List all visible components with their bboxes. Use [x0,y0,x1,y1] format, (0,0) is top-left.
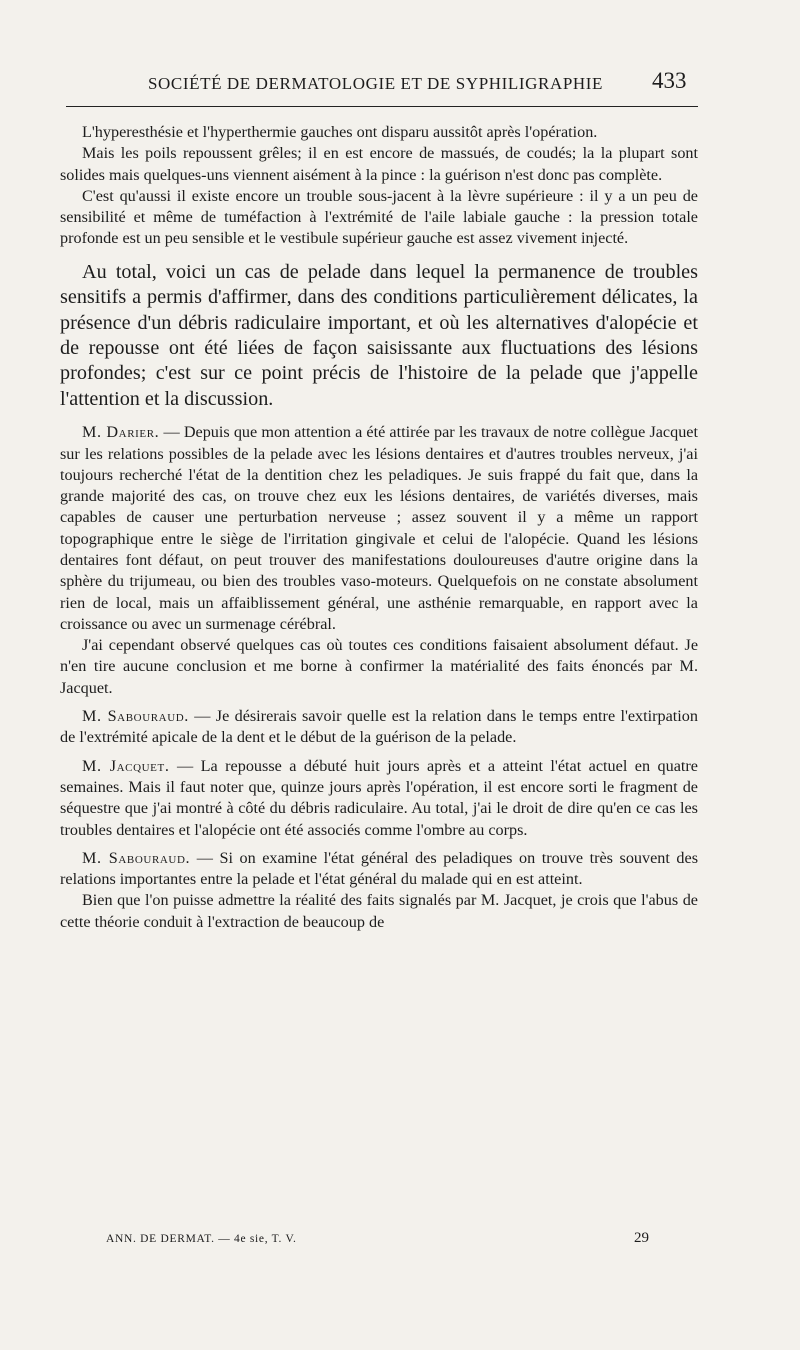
paragraph-sabouraud-cont: Bien que l'on puisse admettre la réalité des faits signalés par M. Jacquet, je crois que l'abus de cette théorie conduit à l'extraction de beaucoup de [60,891,698,931]
paragraph-darier-cont: J'ai cependant observé quelques cas où toutes ces conditions faisaient absolument défaut. Je n'en tire aucune conclusion et me borne à confirmer la matérialité des faits énoncés par M. Jacquet. [60,636,698,697]
footer-signature-line: ANN. DE DERMAT. — 4e sie, T. V. [106,1233,297,1245]
paragraph-jacquet [60,756,698,841]
page-header [0,68,800,96]
paragraph-text: — Depuis que mon attention a été attirée par les travaux de notre collègue Jacquet sur les relations possibles de la pelade avec les lésions dentaires et d'autres troubles nerveux, j'ai toujours recherché l'état de la dentition chez les peladiques. Je suis frappé du fait que, dans la grande majorité des cas, on trouve chez eux les lésions dentaires, de variétés diverses, mais capables de causer une perturbation nerveuse ; assez souvent il y a même un rapport topographique entre le siège de l'irritation gingivale et celui de l'alopécie. Quand les lésions dentaires font défaut, on peut trouver des manifestations douloureuses d'autre origine dans la sphère du trijumeau, ou bien des troubles vaso-moteurs. Quelquefois on ne constate absolument rien de local, mais un affaiblissement général, une asthénie remarquable, en rapport avec la croissance ou avec un surmenage cérébral. [60,423,698,633]
paragraph-poils: Mais les poils repoussent grêles; il en est encore de massués, de coudés; la la plupart sont solides mais quelques-uns viennent aisément à la pince : la guérison n'est donc pas complète. [60,144,698,184]
footer-signature-number: 29 [634,1230,649,1246]
paragraph-text: — La repousse a débuté huit jours après et a atteint l'état actuel en quatre semaines. Mais il faut noter que, quinze jours après l'opération, il est encore sorti le fragment de séquestre que j'ai montré à côté du débris radiculaire. Au total, j'ai le droit de dire qu'en ce cas les troubles dentaires et l'alopécie ont été associés comme l'ombre au corps. [60,756,698,839]
paragraph-sabouraud-1 [60,706,698,749]
speaker-name: M. Sabouraud. [82,707,189,726]
speaker-name: M. Sabouraud. [82,848,191,867]
body-text [60,122,698,933]
paragraph-sabouraud-2 [60,848,698,891]
page-number: 433 [652,68,687,93]
paragraph-text: — Si on examine l'état général des peladiques on trouve très souvent des relations importantes entre la pelade et l'état général du malade qui en est atteint. [60,848,698,889]
paragraph-conclusion: Au total, voici un cas de pelade dans lequel la permanence de troubles sensitifs a permis d'affirmer, dans des conditions particulièrement délicates, la présence d'un débris radiculaire important, et où les alternatives d'alopécie et de repousse ont été liées de façon saisissante aux fluctuations des lésions profondes; c'est sur ce point précis de l'histoire de la pelade que j'appelle l'attention et la discussion. [60,260,698,410]
header-rule [66,106,698,107]
paragraph-text: — Je désirerais savoir quelle est la relation dans le temps entre l'extirpation de l'extrémité apicale de la dent et le début de la guérison de la pelade. [60,707,698,747]
speaker-name: M. Darier. [82,423,160,442]
paragraph-hyperesthesie: L'hyperesthésie et l'hyperthermie gauches ont disparu aussitôt après l'opération. [82,123,598,141]
paragraph-darier [60,422,698,635]
speaker-name: M. Jacquet. [82,756,170,775]
running-title: SOCIÉTÉ DE DERMATOLOGIE ET DE SYPHILIGRAPHIE [148,74,604,93]
paragraph-trouble-sous-jacent: C'est qu'aussi il existe encore un trouble sous-jacent à la lèvre supérieure : il y a un peu de sensibilité et même de tuméfaction à l'extrémité de l'aile labiale gauche : la pression totale profonde est un peu sensible et le vestibule supérieur gauche est assez vivement injecté. [60,186,698,248]
